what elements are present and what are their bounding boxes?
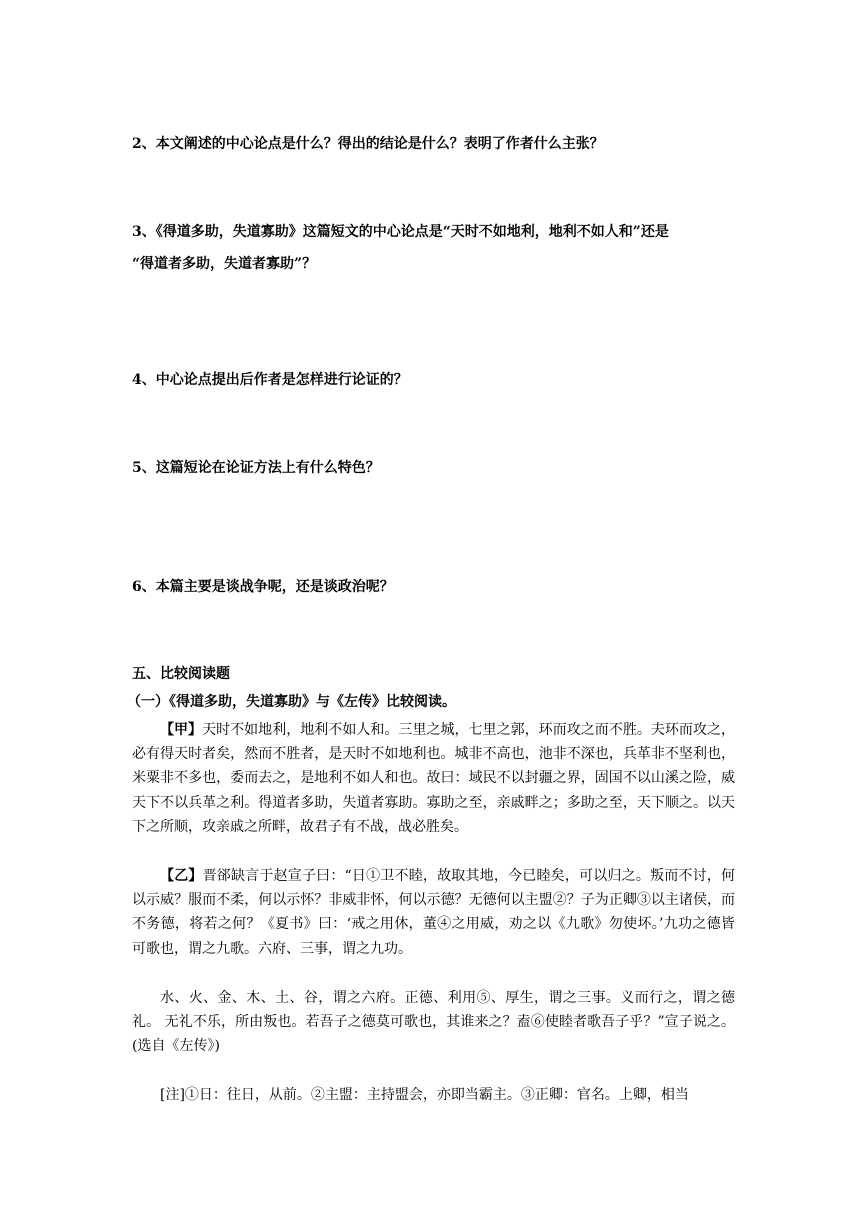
question-4: 4、中心论点提出后作者是怎样进行论证的？ [132, 372, 408, 388]
passage-jia-mark: 【甲】 [160, 722, 203, 738]
question-3-line-2: “得道者多助，失道者寡助”？ [132, 256, 317, 272]
section-subtitle: （一）《得道多助，失道寡助》与《左传》比较阅读。 [127, 694, 456, 710]
question-3-line-1: 3、《得道多助，失道寡助》这篇短文的中心论点是“天时不如地利，地利不如人和”还是 [132, 224, 669, 240]
passage-yi-continued: 水、火、金、木、土、谷，谓之六府。正德、利用⑤、厚生，谓之三事。义而行之，谓之德礼。 无礼不乐，所由叛也。若吾子之德莫可歌也，其谁来之？盍⑥使睦者歌吾子乎？”宣子说之。(选自《左传》) [132, 990, 735, 1055]
section-title: 五、比较阅读题 [132, 666, 230, 682]
passage-jia-text: 天时不如地利，地利不如人和。三里之城，七里之郭，环而攻之而不胜。夫环而攻之，必有得天时者矣，然而不胜者，是天时不如地利也。城非不高也，池非不深也，兵革非不坚利也，米粟非不多也，委而去之，是地利不如人和也。故曰：域民不以封疆之界，固国不以山溪之险，威天下不以兵革之利。得道者多助，失道者寡助。寡助之至，亲戚畔之；多助之至，天下顺之。以天下之所顺，攻亲戚之所畔，故君子有不战，战必胜矣。 [132, 722, 736, 835]
passage-yi-mark: 【乙】 [160, 868, 203, 884]
annotation-notes: [注]①日：往日，从前。②主盟：主持盟会，亦即当霸主。③正卿：官名。上卿，相当 [160, 1087, 689, 1103]
passage-jia [132, 718, 735, 839]
question-6: 6、本篇主要是谈战争呢，还是谈政治呢？ [132, 579, 394, 595]
question-5: 5、这篇短论在论证方法上有什么特色？ [132, 460, 380, 476]
question-2: 2、本文阐述的中心论点是什么？得出的结论是什么？表明了作者什么主张？ [132, 136, 604, 152]
passage-yi [132, 864, 735, 961]
question-3 [132, 216, 732, 280]
passage-yi-text: 晋郤缺言于赵宣子曰：“日①卫不睦，故取其地，今已睦矣，可以归之。叛而不讨，何以示威？服而不柔，何以示怀？非威非怀，何以示德？无德何以主盟②？子为正卿③以主诸侯，而不务德，将若之何？《夏书》曰：‘戒之用休，董④之用威，劝之以《九歌》勿使坏。’九功之德皆可歌也，谓之九歌。六府、三事，谓之九功。 [132, 868, 736, 957]
